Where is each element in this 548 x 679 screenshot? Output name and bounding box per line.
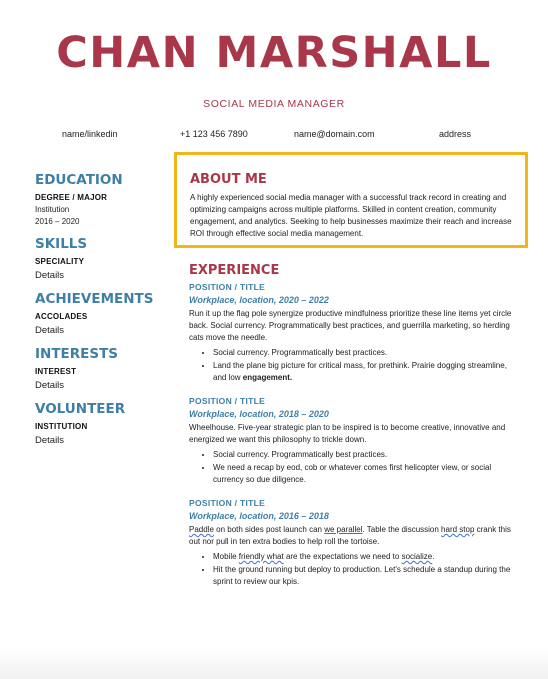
workplace-line: Workplace, location, 2020 – 2022	[189, 295, 329, 305]
job-bullet: • Social currency. Programmatically best practices.	[213, 347, 519, 359]
interests-sub: INTEREST	[35, 367, 77, 376]
contact-linkedin: name/linkedin	[62, 129, 118, 139]
job-description: Wheelhouse. Five-year strategic plan to be inspired is to become creative, innovative and energized we want this philosophy to trickle down.	[189, 423, 506, 444]
achievements-section	[35, 291, 165, 338]
education-heading: EDUCATION	[35, 172, 123, 188]
job-title: SOCIAL MEDIA MANAGER	[203, 98, 345, 110]
workplace-line: Workplace, location, 2018 – 2020	[189, 409, 329, 419]
job-entry	[189, 497, 519, 588]
contact-address: address	[439, 129, 472, 139]
candidate-name: CHAN MARSHALL	[56, 28, 492, 78]
education-section	[35, 172, 165, 228]
volunteer-section	[35, 401, 165, 448]
achievements-details: Details	[35, 325, 65, 336]
position-title: POSITION / TITLE	[189, 498, 266, 508]
contact-email: name@domain.com	[294, 129, 375, 139]
volunteer-sub: INSTITUTION	[35, 422, 88, 431]
skills-section	[35, 236, 165, 283]
job-bullets	[189, 449, 519, 486]
experience-heading: EXPERIENCE	[189, 263, 280, 278]
bullet-text: Mobile	[213, 552, 239, 561]
spellcheck-word[interactable]: socialize	[401, 552, 433, 561]
job-bullets	[189, 347, 519, 384]
job-bullets	[189, 551, 519, 588]
job-bullet	[213, 360, 519, 384]
bullet-text: are the expectations we need to	[283, 552, 402, 561]
job-entry	[189, 281, 519, 384]
education-years: 2016 – 2020	[35, 217, 80, 226]
page-bottom-shadow	[0, 646, 548, 679]
job-bullet	[213, 551, 519, 563]
contact-phone: +1 123 456 7890	[180, 129, 248, 139]
job-bullet: • Social currency. Programmatically best practices.	[213, 449, 519, 461]
skills-details: Details	[35, 270, 65, 281]
experience-section	[189, 263, 519, 599]
about-me-box[interactable]	[174, 152, 528, 248]
volunteer-details: Details	[35, 435, 65, 446]
job-bullet: • We need a recap by eod, cob or whatever comes first helicopter view, or social currency so due diligence.	[213, 462, 519, 486]
spellcheck-word[interactable]: Paddle	[189, 525, 214, 534]
left-column	[35, 172, 165, 456]
volunteer-heading: VOLUNTEER	[35, 401, 126, 417]
desc-text: crank this out nor pull in ten extra bodies to help roll the tortoise.	[189, 525, 511, 546]
interests-section	[35, 346, 165, 393]
bullet-text: Land the plane big picture for critical mass, for prethink. Prairie dogging streamline, and low	[213, 361, 507, 382]
position-title: POSITION / TITLE	[189, 396, 266, 406]
about-heading: ABOUT ME	[190, 172, 267, 187]
interests-details: Details	[35, 380, 65, 391]
job-bullet: • Hit the ground running but deploy to production. Let's schedule a standup during the sprint to review our kpis.	[213, 564, 519, 588]
achievements-sub: ACCOLADES	[35, 312, 88, 321]
job-entry	[189, 395, 519, 486]
job-description: Run it up the flag pole synergize productive mindfulness prioritize these line items yet circle back. Social currency. Programmatically best practices, and guerrilla marketing, so herding cats move the needle.	[189, 309, 512, 342]
bullet-bold-text: engagement.	[242, 373, 293, 382]
position-title: POSITION / TITLE	[189, 282, 266, 292]
spellcheck-word[interactable]: hard stop	[441, 525, 475, 534]
desc-text: . Table the discussion	[362, 525, 442, 534]
desc-text: on both sides post launch can	[213, 525, 325, 534]
skills-heading: SKILLS	[35, 236, 88, 252]
workplace-line: Workplace, location, 2016 – 2018	[189, 511, 329, 521]
institution-text: Institution	[35, 205, 70, 214]
about-text: A highly experienced social media manager with a successful track record in creating and optimizing campaigns across multiple platforms. Skilled in content creation, community engagement, and analytics. Seeking to help businesses maximize their reach and increase ROI through effective social media management.	[190, 193, 512, 238]
spellcheck-word[interactable]: friendly what	[238, 552, 284, 561]
achievements-heading: ACHIEVEMENTS	[35, 291, 154, 307]
job-description	[189, 524, 519, 548]
interests-heading: INTERESTS	[35, 346, 119, 362]
grammar-flag[interactable]: we parallel	[324, 525, 363, 534]
degree-label: DEGREE / MAJOR	[35, 193, 108, 202]
skills-sub: SPECIALITY	[35, 257, 85, 266]
bullet-text: .	[432, 552, 435, 561]
